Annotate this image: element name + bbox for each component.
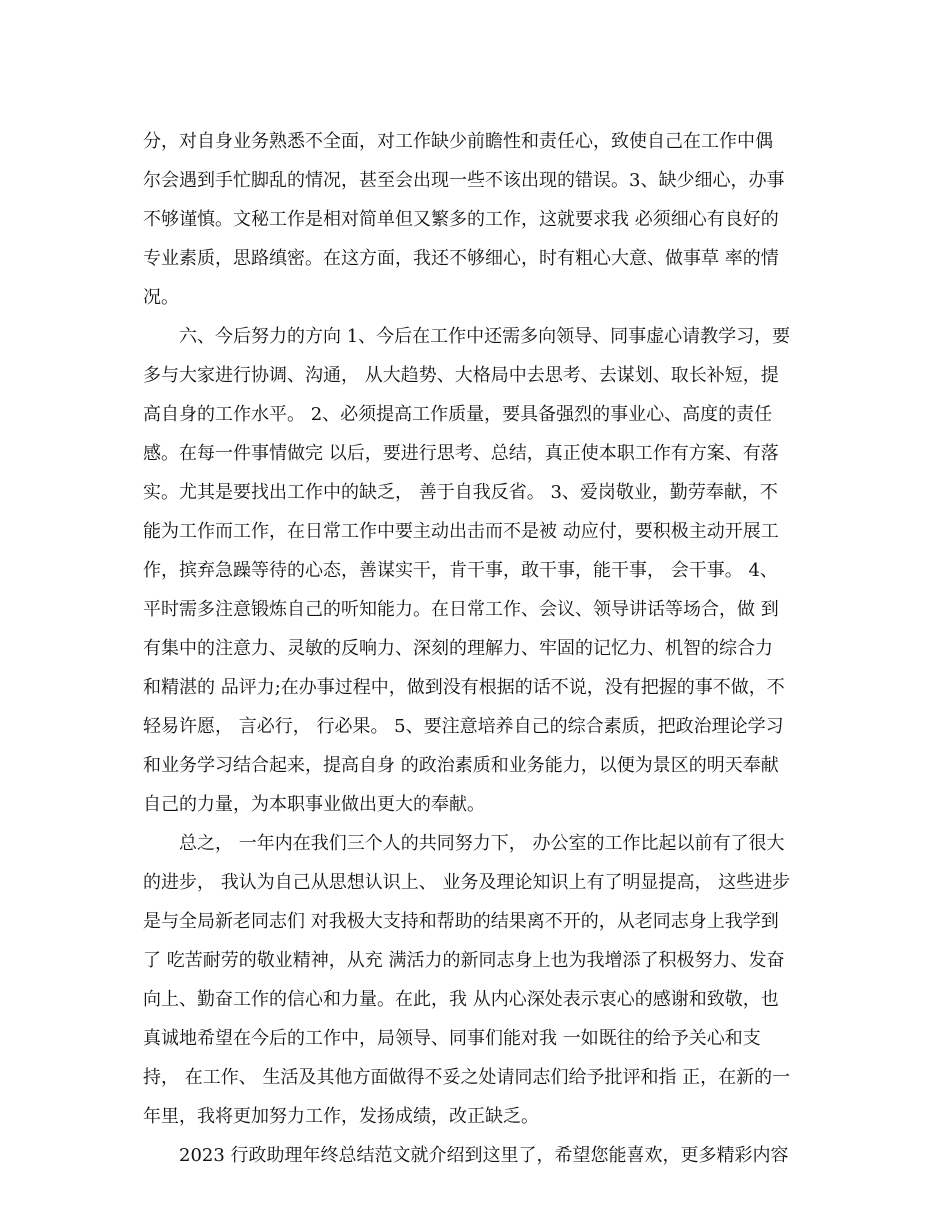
- paragraph-1-line: 尔会遇到手忙脚乱的情况，甚至会出现一些不该出现的错误。3、缺少细心，办事: [143, 170, 785, 191]
- paragraph-3-line: 了 吃苦耐劳的敬业精神，从充 满活力的新同志身上也为我增添了积极努力、发奋: [143, 950, 785, 971]
- paragraph-1-line: 专业素质，思路缜密。在这方面，我还不够细心，时有粗心大意、做事草 率的情: [143, 248, 779, 269]
- paragraph-3-line: 的进步， 我认为自己从思想认识上、 业务及理论知识上有了明显提高， 这些进步: [143, 872, 791, 893]
- paragraph-2-line: 能为工作而工作，在日常工作中要主动出击而不是被 动应付，要积极主动开展工: [143, 521, 779, 542]
- paragraph-2-line: 自己的力量，为本职事业做出更大的奉献。: [143, 794, 485, 815]
- paragraph-3-line: 真诚地希望在今后的工作中，局领导、同事们能对我 一如既往的给予关心和支: [143, 1028, 761, 1049]
- paragraph-2-line: 作，摈弃急躁等待的心态，善谋实干，肯干事，敢干事，能干事， 会干事。 4、: [143, 560, 778, 581]
- paragraph-2-line: 平时需多注意锻炼自己的听知能力。在日常工作、会议、领导讲话等场合，做 到: [143, 599, 779, 620]
- paragraph-2-line: 感。在每一件事情做完 以后，要进行思考、总结，真正使本职工作有方案、有落: [143, 443, 779, 464]
- paragraph-1-line: 不够谨慎。文秘工作是相对简单但又繁多的工作，这就要求我 必须细心有良好的: [143, 209, 779, 230]
- paragraph-3-line: 年里，我将更加努力工作，发扬成绩，改正缺乏。: [143, 1106, 539, 1127]
- paragraph-2-line: 高自身的工作水平。 2、必须提高工作质量，要具备强烈的事业心、高度的责任: [143, 404, 773, 425]
- paragraph-4-line: 2023 行政助理年终总结范文就介绍到这里了，希望您能喜欢，更多精彩内容: [179, 1145, 789, 1166]
- paragraph-2-line: 和业务学习结合起来，提高自身 的政治素质和业务能力，以便为景区的明天奉献: [143, 755, 779, 776]
- paragraph-1-line: 分，对自身业务熟悉不全面，对工作缺少前瞻性和责任心，致使自己在工作中偶: [143, 131, 773, 152]
- paragraph-2-line: 实。尤其是要找出工作中的缺乏， 善于自我反省。 3、爱岗敬业，勤劳奉献，不: [143, 482, 778, 503]
- paragraph-1-line: 况。: [143, 287, 179, 308]
- paragraph-3-line: 是与全局新老同志们 对我极大支持和帮助的结果离不开的，从老同志身上我学到: [143, 911, 779, 932]
- paragraph-3-line: 向上、勤奋工作的信心和力量。在此，我 从内心深处表示衷心的感谢和致敬，也: [143, 989, 779, 1010]
- paragraph-2-line: 六、今后努力的方向 1、今后在工作中还需多向领导、同事虚心请教学习，要: [179, 326, 791, 347]
- paragraph-2-line: 和精湛的 品评力;在办事过程中，做到没有根据的话不说，没有把握的事不做，不: [143, 677, 785, 698]
- paragraph-3-line: 总之， 一年内在我们三个人的共同努力下， 办公室的工作比起以前有了很大: [179, 833, 785, 854]
- paragraph-2-line: 轻易许愿， 言必行， 行必果。 5、要注意培养自己的综合素质，把政治理论学习: [143, 716, 784, 737]
- paragraph-2-line: 有集中的注意力、灵敏的反响力、深刻的理解力、牢固的记忆力、机智的综合力: [143, 638, 773, 659]
- paragraph-3-line: 持， 在工作、 生活及其他方面做得不妥之处请同志们给予批评和指 正，在新的一: [143, 1067, 791, 1088]
- paragraph-2-line: 多与大家进行协调、沟通， 从大趋势、大格局中去思考、去谋划、取长补短，提: [143, 365, 779, 386]
